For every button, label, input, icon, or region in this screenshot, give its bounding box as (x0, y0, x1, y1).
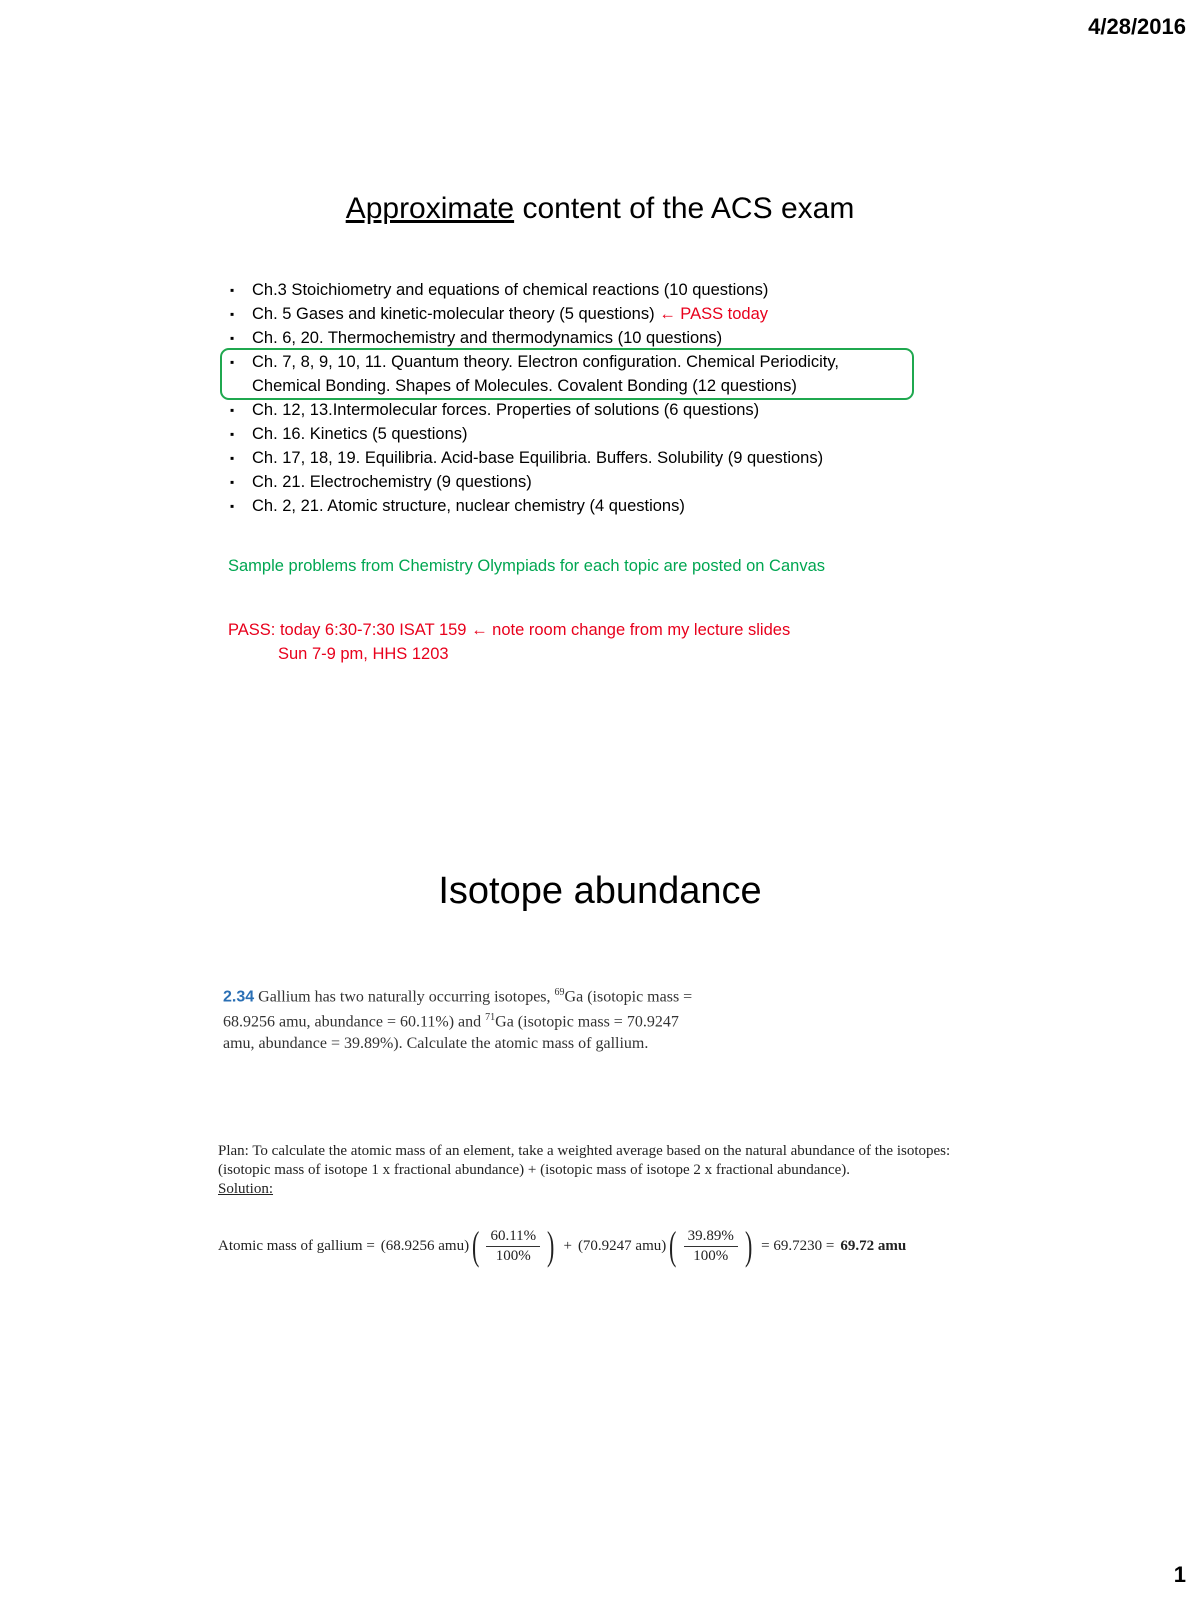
pass-schedule-line-2: Sun 7-9 pm, HHS 1203 (278, 645, 449, 663)
page-number: 1 (1173, 1562, 1186, 1587)
slide-1-title (0, 192, 1200, 226)
topic-item: ▪ Ch. 16. Kinetics (5 questions) (228, 422, 928, 446)
pass-today-note: ← PASS today (659, 305, 769, 323)
topic-item: ▪ Ch. 21. Electrochemistry (9 questions) (228, 470, 928, 494)
topic-item: ▪ Ch. 7, 8, 9, 10, 11. Quantum theory. Electron configuration. Chemical Periodicity, (228, 350, 928, 374)
highlight-box (220, 348, 914, 400)
plan-text: Plan: To calculate the atomic mass of an element, take a weighted average based on the natural abundance of the isotopes: (isotopic mass of isotope 1 x fractional abundance) + (isotopic mass of isotope 2 x fractional abundance). (218, 1143, 951, 1178)
problem-2-34: 2.34 Gallium has two naturally occurring isotopes, $^{69}$Ga (isotopic mass = 68.9256 amu, abundance = 60.11%) and $^{71}$Ga (isotopic mass = 70.9247 amu, abundance = 39.89%). Calculate the atomic mass of gallium. (223, 987, 693, 1052)
topic-item: ▪ Ch. 17, 18, 19. Equilibria. Acid-base Equilibria. Buffers. Solubility (9 questions) (228, 446, 928, 470)
topic-item-continuation: Chemical Bonding. Shapes of Molecules. Covalent Bonding (12 questions) (252, 377, 797, 395)
slide-2-title: Isotope abundance (438, 870, 762, 912)
pass-schedule-line-1: PASS: today 6:30-7:30 ISAT 159 ← note room change from my lecture slides (228, 621, 791, 639)
title-rest: content of the ACS exam (514, 192, 855, 225)
topic-item: ▪ Ch. 5 Gases and kinetic-molecular theory (5 questions) ← PASS today (228, 302, 928, 326)
result-value: 69.72 amu (840, 1237, 907, 1254)
sample-problems-note: Sample problems from Chemistry Olympiads for each topic are posted on Canvas (228, 557, 826, 575)
solution-block (218, 1142, 998, 1199)
topic-item: ▪ Ch. 6, 20. Thermochemistry and thermodynamics (10 questions) (228, 326, 928, 350)
date-header: 4/28/2016 (1088, 14, 1186, 39)
solution-label: Solution: (218, 1181, 274, 1197)
topic-item: ▪ Ch. 12, 13.Intermolecular forces. Properties of solutions (6 questions) (228, 398, 928, 422)
fraction-2: $\frac{39.89\%}{100\%}$ (684, 1228, 738, 1265)
title-underlined-word: Approximate (345, 192, 515, 225)
fraction-1: $\frac{60.11\%}{100\%}$ (486, 1228, 540, 1265)
topic-item: ▪ Ch.3 Stoichiometry and equations of chemical reactions (10 questions) (228, 278, 928, 302)
problem-number: 2.34 (223, 988, 255, 1006)
atomic-mass-equation: Atomic mass of gallium = (68.9256 amu) ( $\frac{60.11\%}{100\%}$ ) + (70.9247 amu) ( $\frac{39.89\%}{100\%}$ ) = 69.7230 = 69.72 amu (218, 1223, 907, 1268)
topic-item: ▪ Ch. 2, 21. Atomic structure, nuclear chemistry (4 questions) (228, 494, 928, 518)
